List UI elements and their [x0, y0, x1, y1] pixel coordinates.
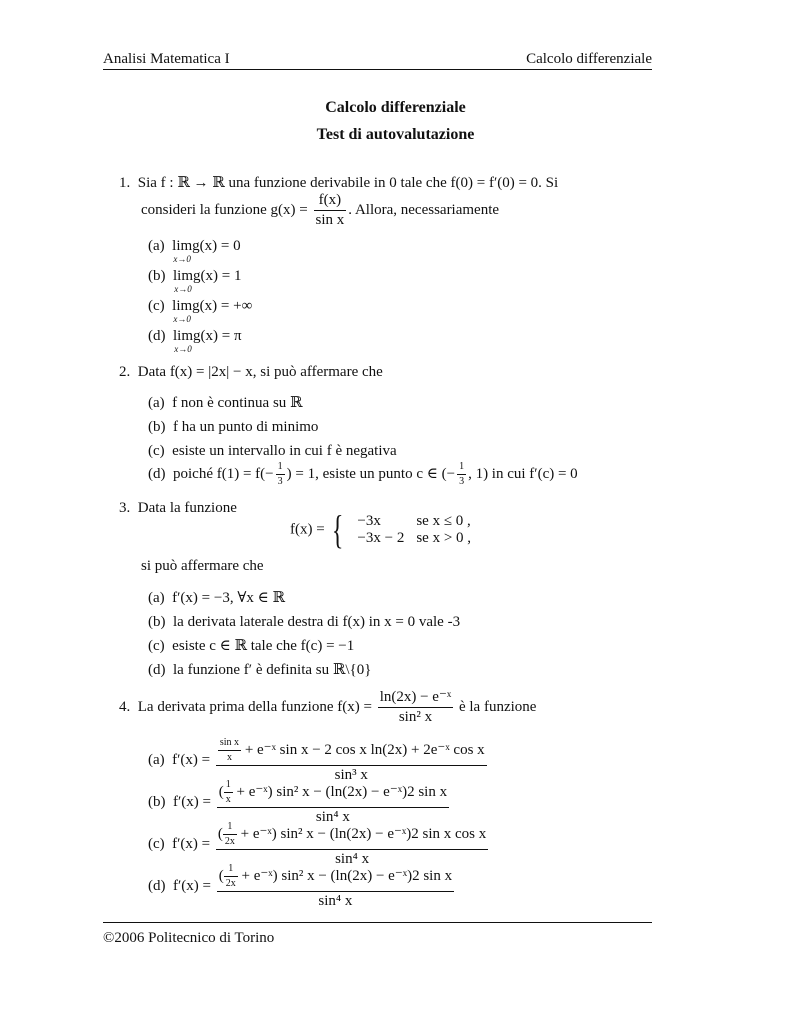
fraction: $\frac{f(x)}{\text{sin x}}$ — [315, 192, 345, 228]
option-3b[interactable]: (b) la derivata laterale destra di f(x) in x = 0 vale -3 — [148, 614, 461, 630]
question-4: 4. La derivata prima della funzione f(x) = $\frac{\text{ln(2x) − e⁻ˣ}}{\text{sin² x}}$ è la funzione — [119, 689, 537, 725]
option-2d[interactable]: (d) poiché f(1) = f(− $\frac{1}{3}$ ) = 1, esiste un punto c ∈ (− $\frac{1}{3}$ , 1) in cui f′(c) = 0 — [148, 461, 578, 487]
question-2: 2. Data f(x) = |2x| − x, si può affermare che — [119, 364, 383, 380]
option-3c[interactable]: (c) esiste c ∈ ℝ tale che f(c) = −1 — [148, 638, 355, 654]
footer-rule — [103, 922, 652, 923]
question-3-after: si può affermare che — [141, 558, 264, 574]
question-1-line2 — [141, 193, 499, 228]
header-rule — [103, 69, 652, 70]
option-1c[interactable]: (c) lim x→0 g(x) = +∞ — [148, 298, 253, 324]
option-2a[interactable]: (a) f non è continua su ℝ — [148, 395, 303, 411]
option-4d[interactable]: (d) f′(x) = ( $\frac{1}{2x}$ + e⁻ˣ) sin² x − (ln(2x) − e⁻ˣ)2 sin x sin⁴ x — [148, 863, 453, 909]
option-1b[interactable]: (b) lim x→0 g(x) = 1 — [148, 268, 242, 294]
option-4b[interactable]: (b) f′(x) = ( $\frac{1}{x}$ + e⁻ˣ) sin² x − (ln(2x) − e⁻ˣ)2 sin x sin⁴ x — [148, 779, 448, 825]
piecewise-function: f(x) = { −3x se x ≤ 0 , −3x − 2 se x > 0 , — [290, 507, 472, 552]
header-left: Analisi Matematica I — [103, 51, 230, 67]
option-4a[interactable]: (a) f′(x) = $\frac{\text{sin x}}{x}$ + e⁻ˣ sin x − 2 cos x ln(2x) + 2e⁻ˣ cos x sin³ x — [148, 737, 485, 783]
option-3a[interactable]: (a) f′(x) = −3, ∀x ∈ ℝ — [148, 590, 285, 606]
footer-copyright: ©2006 Politecnico di Torino — [103, 930, 275, 946]
question-number: 1. — [119, 175, 131, 191]
question-text: consideri la funzione g(x) = — [141, 201, 308, 218]
question-text: Sia f : ℝ → ℝ una funzione derivabile in 0 tale che f(0) = f′(0) = 0. Si — [137, 175, 559, 191]
option-1d[interactable]: (d) lim x→0 g(x) = π — [148, 328, 242, 354]
option-1a[interactable]: (a) lim x→0 g(x) = 0 — [148, 238, 241, 264]
question-1 — [119, 176, 558, 191]
option-2c[interactable]: (c) esiste un intervallo in cui f è negativa — [148, 443, 397, 459]
header-right: Calcolo differenziale — [526, 51, 652, 67]
doc-title: Calcolo differenziale — [325, 99, 466, 116]
option-4c[interactable]: (c) f′(x) = ( $\frac{1}{2x}$ + e⁻ˣ) sin² x − (ln(2x) − e⁻ˣ)2 sin x cos x sin⁴ x — [148, 821, 487, 867]
option-3d[interactable]: (d) la funzione f′ è definita su ℝ\{0} — [148, 662, 372, 678]
question-3: 3. Data la funzione — [119, 500, 237, 516]
doc-subtitle: Test di autovalutazione — [316, 126, 475, 143]
question-text: . Allora, necessariamente — [348, 201, 500, 218]
option-2b[interactable]: (b) f ha un punto di minimo — [148, 419, 319, 435]
